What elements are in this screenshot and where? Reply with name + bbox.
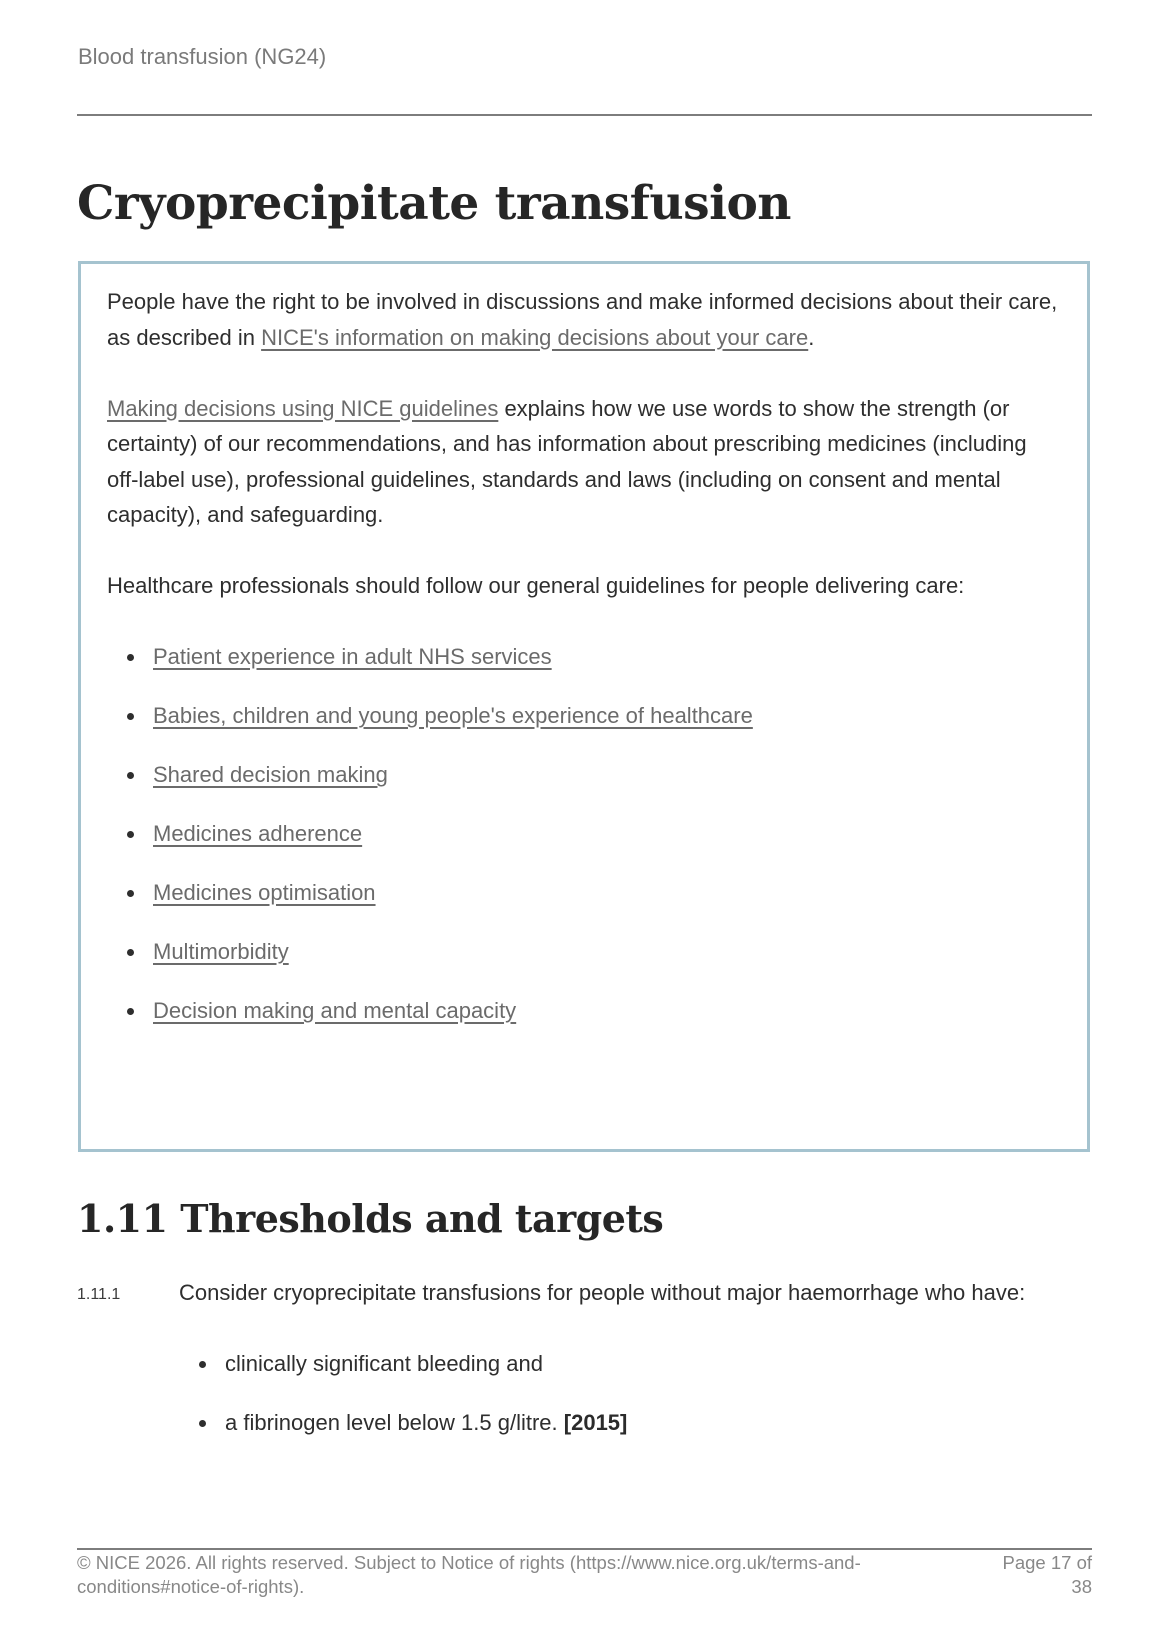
medicines-adherence-link[interactable]: Medicines adherence bbox=[153, 821, 363, 846]
healthcare-professionals-paragraph: Healthcare professionals should follow our general guidelines for people delivering care: bbox=[107, 573, 965, 598]
multimorbidity-link[interactable]: Multimorbidity bbox=[153, 939, 289, 964]
bullet-icon bbox=[199, 1420, 206, 1427]
footer-page-number: Page 17 of 38 bbox=[1002, 1552, 1092, 1597]
bullet-icon bbox=[127, 772, 134, 779]
making-decisions-about-care-link[interactable]: NICE's information on making decisions about your care bbox=[261, 324, 809, 350]
list-item bbox=[179, 1346, 1092, 1382]
list-item bbox=[107, 875, 1061, 911]
criterion-text: clinically significant bleeding and bbox=[225, 1351, 543, 1376]
footer-copyright: © NICE 2026. All rights reserved. Subject to Notice of rights (https://www.nice.org.uk/terms-and-conditions#notice-of-rights). bbox=[77, 1552, 861, 1597]
shared-decision-making-link[interactable]: Shared decision making bbox=[153, 762, 388, 787]
list-item bbox=[107, 698, 1061, 734]
bullet-icon bbox=[127, 654, 134, 661]
list-item bbox=[107, 639, 1061, 675]
header-divider bbox=[77, 114, 1092, 116]
rights-text-end: . bbox=[808, 324, 815, 350]
list-item bbox=[179, 1405, 1092, 1441]
guidelines-paragraph bbox=[107, 391, 1061, 533]
medicines-optimisation-link[interactable]: Medicines optimisation bbox=[153, 880, 376, 905]
bullet-icon bbox=[127, 949, 134, 956]
bullet-icon bbox=[127, 890, 134, 897]
page-title: Cryoprecipitate transfusion bbox=[77, 176, 791, 231]
rights-paragraph bbox=[107, 284, 1061, 355]
info-box-content bbox=[107, 284, 1061, 1052]
recommendation-criteria-list bbox=[179, 1346, 1092, 1441]
general-guidelines-list bbox=[107, 639, 1061, 1029]
making-decisions-using-nice-guidelines-link[interactable]: Making decisions using NICE guidelines bbox=[107, 395, 499, 421]
bullet-icon bbox=[127, 713, 134, 720]
footer-divider bbox=[77, 1548, 1092, 1550]
recommendation bbox=[77, 1275, 1092, 1464]
bullet-icon bbox=[127, 831, 134, 838]
recommendation-text: Consider cryoprecipitate transfusions for people without major haemorrhage who have: bbox=[179, 1280, 1026, 1305]
bullet-icon bbox=[199, 1361, 206, 1368]
recommendation-number: 1.11.1 bbox=[77, 1286, 121, 1303]
year-tag: [2015] bbox=[563, 1410, 628, 1435]
running-header: Blood transfusion (NG24) bbox=[78, 44, 327, 69]
criterion-text: a fibrinogen level below 1.5 g/litre. bbox=[225, 1410, 564, 1435]
rights-text: People have the right to be involved in discussions and make informed decisions about their care, as described in bbox=[107, 289, 1058, 350]
bullet-icon bbox=[127, 1008, 134, 1015]
recommendation-body bbox=[179, 1275, 1092, 1441]
list-item bbox=[107, 816, 1061, 852]
guidelines-text: explains how we use words to show the strength (or certainty) of our recommendations, and has information about prescribing medicines (including off-label use), professional guidelines, standards and laws (including on consent and mental capacity), and safeguarding. bbox=[107, 395, 1027, 527]
babies-children-experience-link[interactable]: Babies, children and young people's experience of healthcare bbox=[153, 703, 753, 728]
section-heading: 1.11 Thresholds and targets bbox=[77, 1196, 664, 1241]
patient-experience-link[interactable]: Patient experience in adult NHS services bbox=[153, 644, 552, 669]
decision-making-mental-capacity-link[interactable]: Decision making and mental capacity bbox=[153, 998, 517, 1023]
list-item bbox=[107, 757, 1061, 793]
list-item bbox=[107, 993, 1061, 1029]
decision-making-info-box bbox=[78, 261, 1090, 1152]
list-item bbox=[107, 934, 1061, 970]
